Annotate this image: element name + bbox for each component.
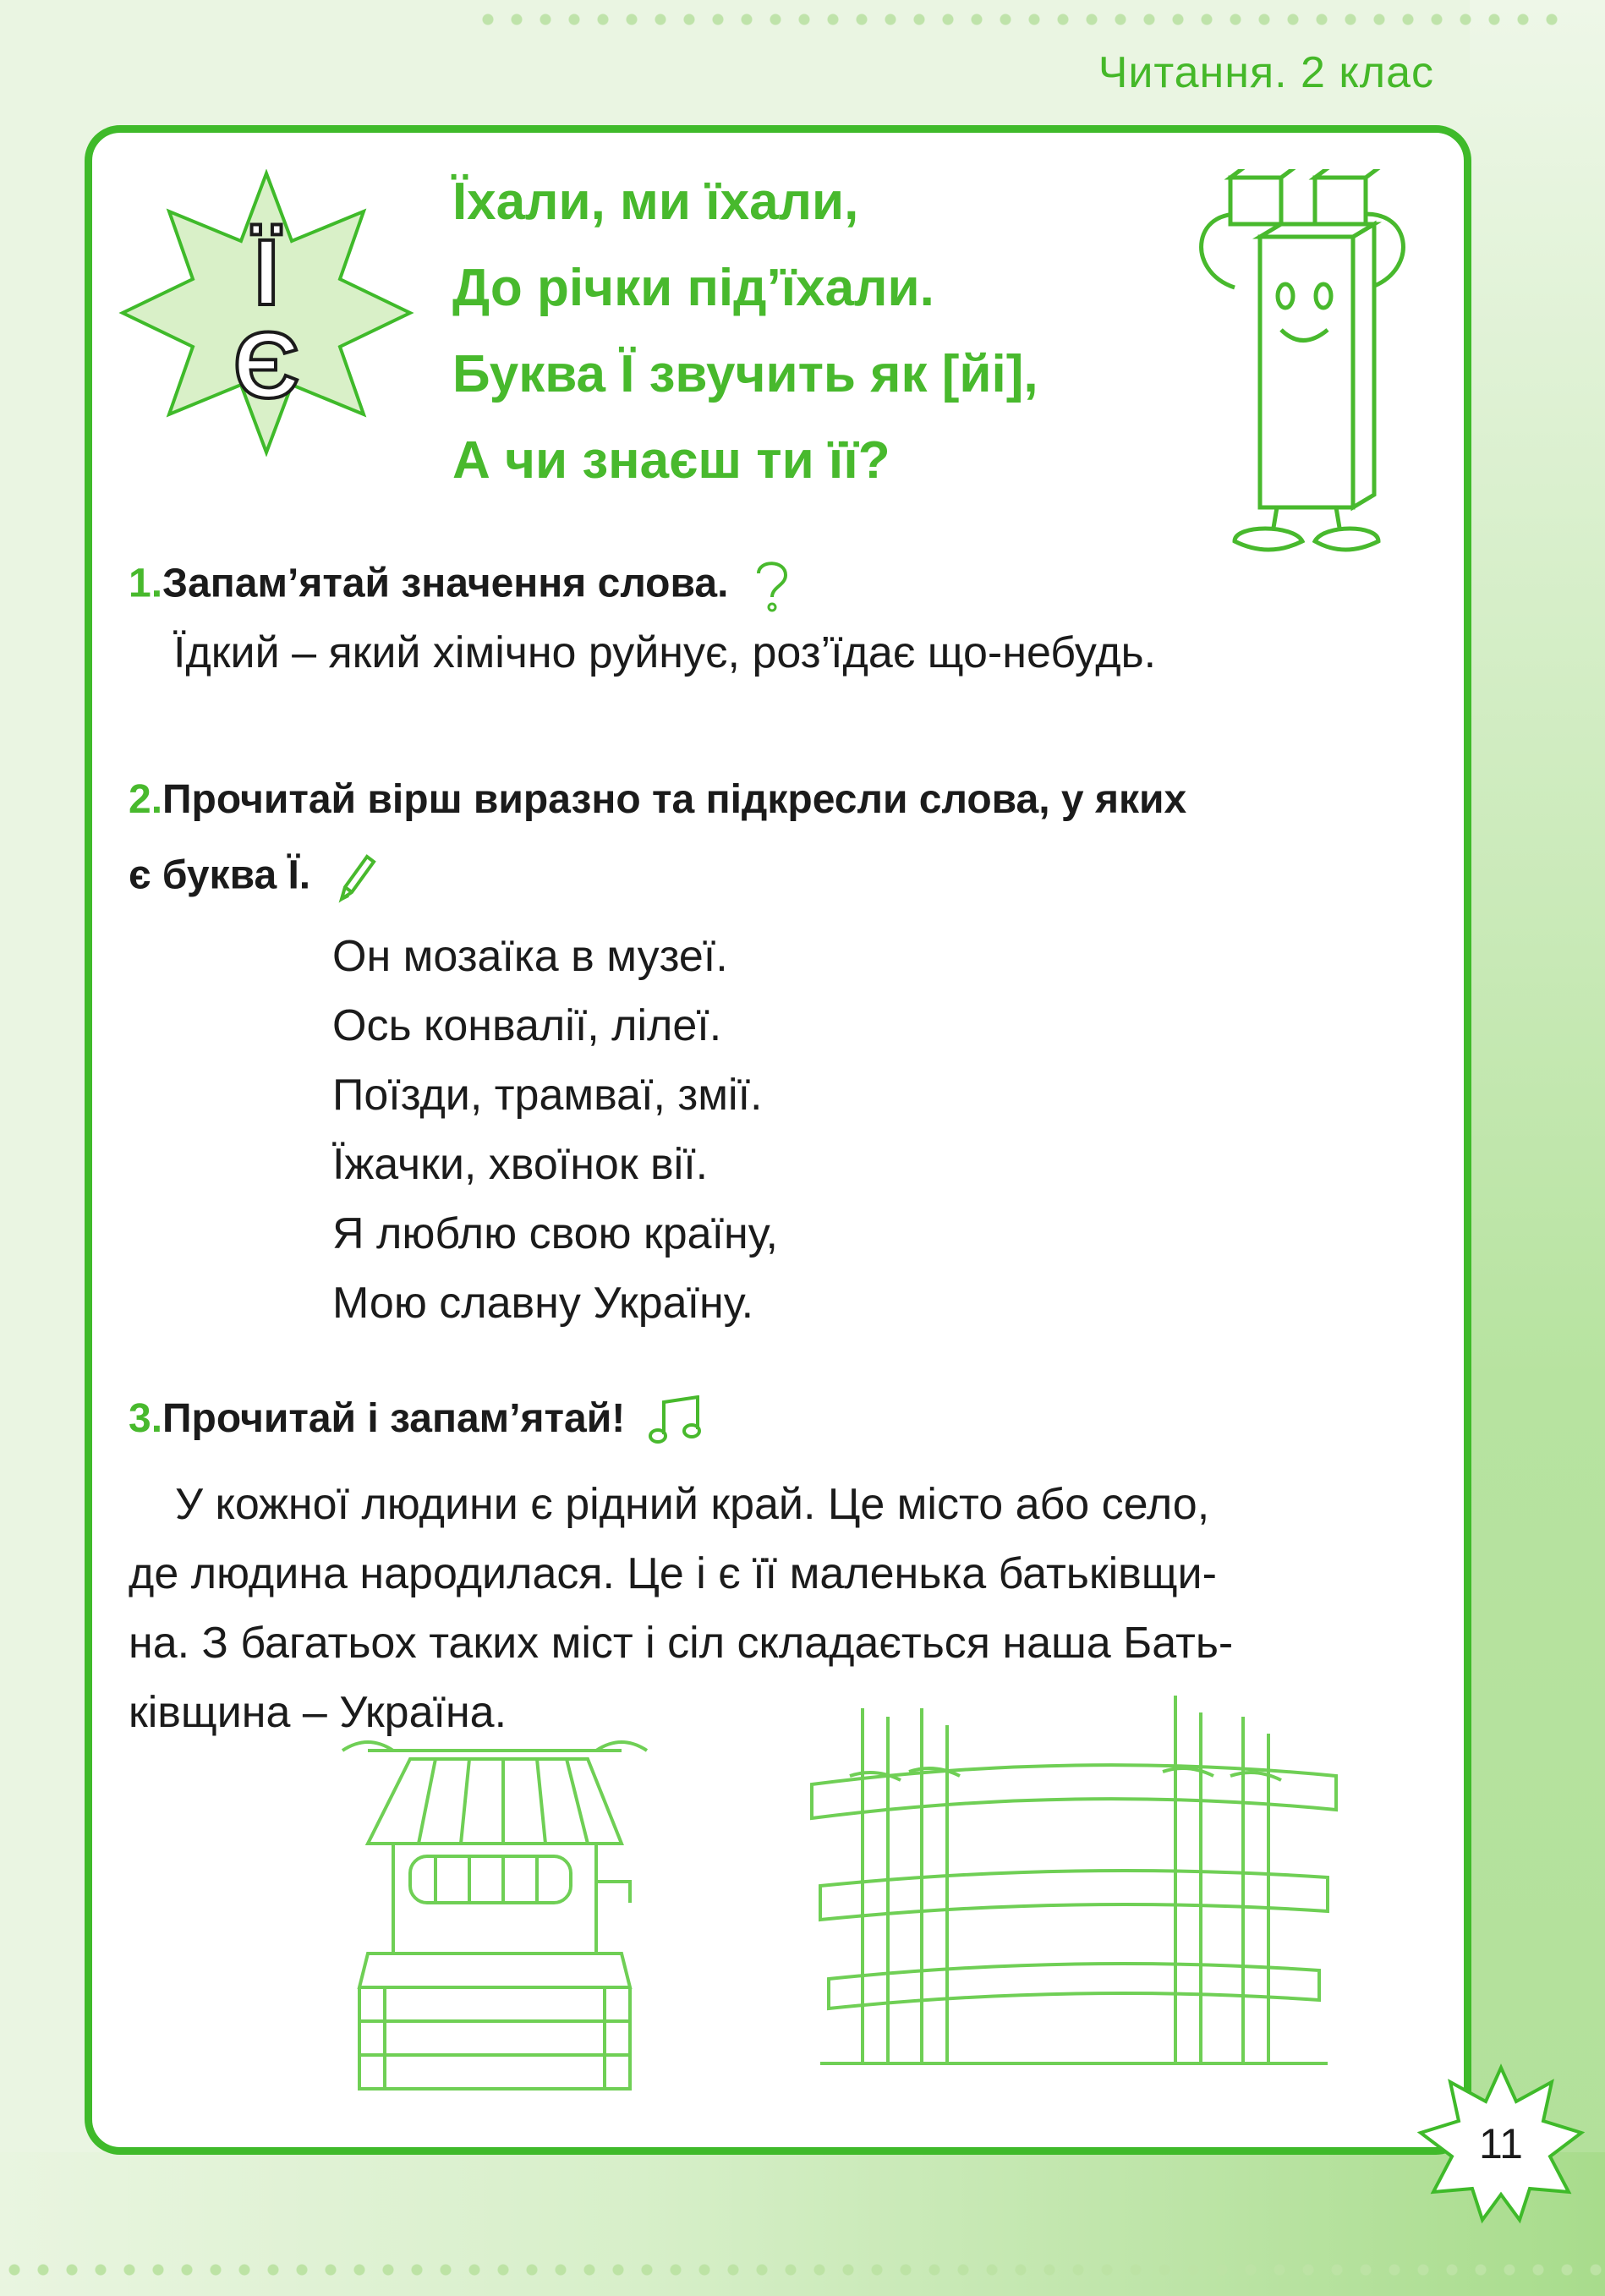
task-title: Прочитай і запам’ятай! [162, 1396, 626, 1441]
badge-letter-top: Ї [253, 221, 280, 325]
task-1-title-row [129, 558, 791, 614]
letter-mascot-illustration [1175, 169, 1429, 584]
task-2-title-row [129, 776, 1186, 823]
task-number: 2. [129, 777, 163, 822]
pencil-icon [333, 850, 377, 906]
task-3-title-row [129, 1395, 708, 1446]
paragraph-line: У кожної людини є рідний край. Це місто або село, [175, 1480, 1210, 1529]
question-icon [752, 558, 791, 614]
verse-line: Поїзди, трамваї, змії. [332, 1071, 763, 1120]
well-illustration [334, 1734, 655, 2097]
verse-line: Он мозаїка в музеї. [332, 932, 728, 981]
task-2-title-row-2 [129, 850, 377, 906]
poem-line: Їхали, ми їхали, [452, 173, 859, 231]
page-number: 11 [1479, 2120, 1523, 2167]
verse-line: Мою славну Україну. [332, 1279, 754, 1328]
verse-line: Ось конвалії, лілеї. [332, 1001, 722, 1050]
task-title: Запам’ятай значення слова. [162, 561, 729, 606]
fence-illustration [803, 1691, 1345, 2080]
background-gradient-right [1470, 0, 1605, 2296]
definition-text: Їдкий – який хімічно руйнує, роз’їдає що-небудь. [173, 628, 1157, 677]
paragraph-line: на. З багатьох таких міст і сіл складається наша Бать- [129, 1619, 1234, 1668]
verse-line: Я люблю свою країну, [332, 1209, 778, 1258]
letter-star-badge [118, 169, 414, 457]
music-note-icon [649, 1395, 708, 1446]
paragraph-line: ківщина – Україна. [129, 1688, 507, 1737]
paragraph-line: де людина народилася. Це і є її маленька батьківщи- [129, 1549, 1217, 1598]
poem-line: А чи знаєш ти її? [452, 431, 890, 490]
task-title-continued: є буква Ї. [129, 852, 311, 898]
page-header-subject: Читання. 2 клас [1098, 48, 1434, 97]
verse-block [332, 922, 778, 1338]
task-number: 3. [129, 1396, 163, 1441]
task-number: 1. [129, 561, 163, 606]
decorative-dots-bottom [0, 2257, 1605, 2282]
task-title: Прочитай вірш виразно та підкресли слова, у яких [162, 777, 1187, 822]
intro-poem [452, 159, 1038, 504]
poem-line: До річки під’їхали. [452, 259, 934, 317]
poem-line: Буква Ї звучить як [йі], [452, 345, 1038, 403]
badge-letter-bottom: Є [233, 314, 300, 418]
decorative-dots-top [474, 8, 1573, 30]
verse-line: Їжачки, хвоїнок вії. [332, 1140, 709, 1189]
